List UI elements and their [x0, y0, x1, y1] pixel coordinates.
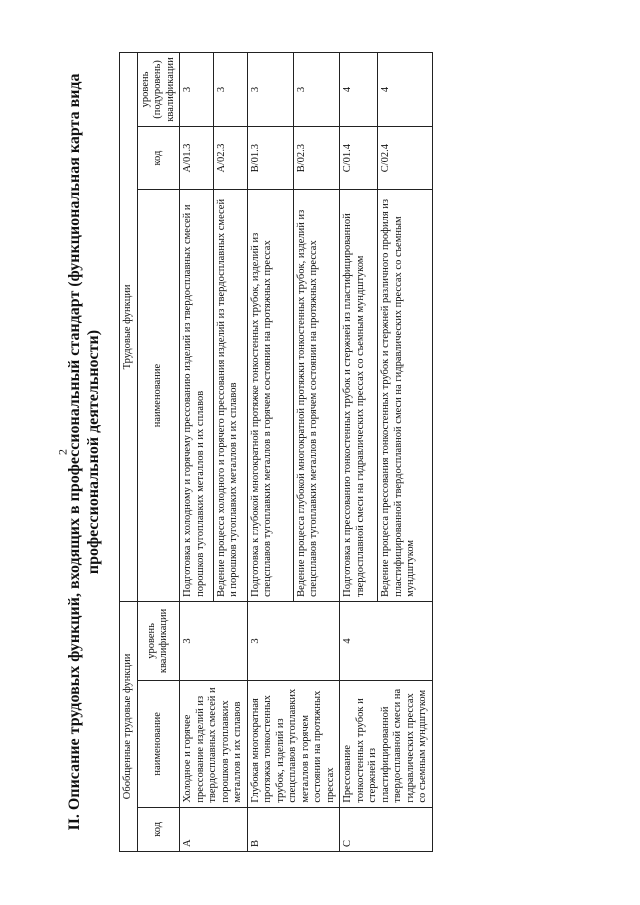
function-code: A/01.3 — [180, 126, 214, 189]
function-code: B/01.3 — [247, 126, 293, 189]
function-name: Ведение процесса прессования тонкостенных трубок и стержней различного профиля из пластифицированной твердосплавной смеси на гидравлических прессах со съемным мундштуком — [378, 190, 432, 602]
function-level: 3 — [247, 53, 293, 127]
group-name: Холодное и горячее прессование изделий из твердосплавных смесей и порошков тугоплавких металлов и их сплавов — [180, 681, 248, 808]
group-level: 3 — [180, 601, 248, 680]
group-code: C — [340, 807, 433, 851]
function-name: Подготовка к холодному и горячему прессованию изделий из твердосплавных смесей и порошков тугоплавких металлов и их сплавов — [180, 190, 214, 602]
header-labor-code: код — [137, 126, 180, 189]
page-number: 2 — [55, 449, 70, 455]
function-level: 4 — [378, 53, 432, 127]
function-code: A/02.3 — [213, 126, 247, 189]
header-sublevel: уровень (подуровень) квалификации — [137, 53, 180, 127]
header-name: наименование — [137, 681, 180, 808]
functional-map-table — [119, 52, 433, 852]
function-name: Ведение процесса глубокой многократной протяжки тонкостенных трубок, изделий из спецсплавов тугоплавких металлов в горячем состоянии на протяжных прессах — [293, 190, 339, 602]
function-name: Подготовка к прессованию тонкостенных трубок и стержней из пластифицированной твердосплавной смеси на гидравлических прессах со съемным мундштуком — [340, 190, 378, 602]
function-level: 3 — [180, 53, 214, 127]
function-level: 4 — [340, 53, 378, 127]
group-name: Глубокая многократная протяжка тонкостенных трубок, изделий из спецсплавов тугоплавких металлов в горячем состоянии на протяжных прессах — [247, 681, 340, 808]
table-row — [247, 53, 293, 852]
header-labor-name: наименование — [137, 190, 180, 602]
header-code: код — [137, 807, 180, 851]
function-level: 3 — [293, 53, 339, 127]
function-level: 3 — [213, 53, 247, 127]
function-code: C/01.4 — [340, 126, 378, 189]
group-name: Прессование тонкостенных трубок и стержней из пластифицированной твердосплавной смеси на гидравлических прессах со съемным мундштуком — [340, 681, 433, 808]
group-code: A — [180, 807, 248, 851]
group-level: 4 — [340, 601, 433, 680]
title-line-2: профессиональной деятельности) — [85, 329, 102, 575]
title-line-1: II. Описание трудовых функций, входящих в профессиональный стандарт (функциональная карта вида — [66, 73, 83, 831]
header-level: уровень квалификации — [137, 601, 180, 680]
header-generalized: Обобщенные трудовые функции — [120, 601, 138, 851]
group-level: 3 — [247, 601, 340, 680]
header-labor: Трудовые функции — [120, 53, 138, 602]
page-title — [65, 72, 103, 832]
function-code: C/02.4 — [378, 126, 432, 189]
function-name: Подготовка к глубокой многократной протяжке тонкостенных трубок, изделий из спецсплавов тугоплавких металлов в горячем состоянии на протяжных прессах — [247, 190, 293, 602]
functional-map-table-wrapper — [119, 52, 519, 852]
table-row — [340, 53, 378, 852]
function-name: Ведение процесса холодного и горячего прессования изделий из твердосплавных смесей и порошков тугоплавких металлов и их сплавов — [213, 190, 247, 602]
table-row — [180, 53, 214, 852]
group-code: B — [247, 807, 340, 851]
function-code: B/02.3 — [293, 126, 339, 189]
